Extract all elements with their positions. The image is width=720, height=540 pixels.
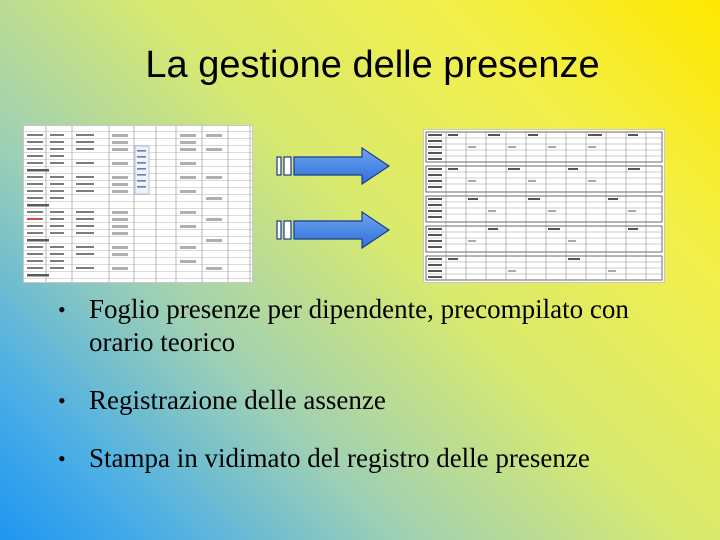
right-arrow-icon (276, 146, 392, 191)
timesheet-thumbnail (24, 126, 252, 282)
bullet-dot: • (58, 297, 66, 322)
bullet-dot: • (58, 388, 66, 413)
bullet-list (58, 293, 678, 475)
register-grid-image (424, 130, 664, 282)
timesheet-grid-image (24, 126, 252, 282)
bullet-item (58, 293, 678, 359)
slide-title: La gestione delle presenze (145, 44, 600, 86)
bullet-text: Foglio presenze per dipendente, precompilato con orario teorico (89, 294, 629, 357)
bullet-dot: • (58, 446, 66, 471)
bullet-text: Registrazione delle assenze (89, 385, 386, 415)
bullet-text: Stampa in vidimato del registro delle presenze (89, 443, 590, 473)
bullet-item (58, 442, 678, 475)
bullet-item (58, 384, 678, 417)
register-printout-thumbnail (424, 130, 664, 282)
right-arrow-icon (276, 210, 392, 255)
